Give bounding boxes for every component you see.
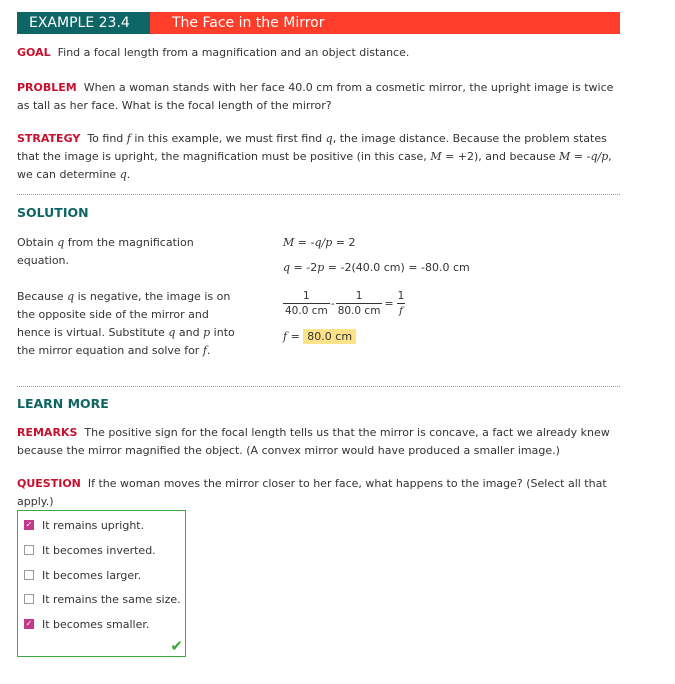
question-text: If the woman moves the mirror closer to her face, what happens to the image? (Select all that apply.)	[17, 477, 607, 508]
checkbox-icon[interactable]	[24, 570, 34, 580]
option-label: It becomes smaller.	[42, 617, 150, 631]
option-item[interactable]	[24, 591, 181, 607]
example-header	[17, 12, 620, 34]
answer-options-box	[17, 510, 186, 657]
learn-more-heading: LEARN MORE	[17, 396, 109, 411]
operator-minus: -	[330, 297, 335, 310]
option-label: It becomes larger.	[42, 568, 142, 582]
question-label: QUESTION	[17, 477, 81, 490]
magnification-equation: M = -q/p = 2	[283, 236, 356, 249]
correct-check-icon: ✔	[170, 637, 183, 655]
goal-label: GOAL	[17, 46, 51, 59]
checkbox-checked-icon[interactable]: ✓	[25, 520, 33, 529]
focal-length-result: f = 80.0 cm	[283, 328, 356, 346]
strategy-label: STRATEGY	[17, 132, 81, 145]
checkbox-checked-icon[interactable]: ✓	[25, 619, 33, 628]
operator-equals: =	[384, 297, 394, 310]
strategy-text: To find f in this example, we must first find q, the image distance. Because the problem states that the image is upright, the magnification must be positive (in this case, M = +2), and because M = -q/p, we can determine q.	[17, 132, 612, 181]
goal-section	[17, 44, 617, 62]
problem-section	[17, 79, 617, 115]
option-item[interactable]	[24, 616, 149, 632]
goal-text: Find a focal length from a magnification and an object distance.	[57, 46, 410, 59]
fraction-object: $\frac{1}{40.0 cm}$	[285, 290, 328, 317]
strategy-section	[17, 130, 617, 184]
solution-step1-text: Obtain q from the magnification equation.	[17, 236, 194, 267]
solution-step2-text: Because q is negative, the image is on the opposite side of the mirror and hence is virtual. Substitute q and p into the mirror equation and solve for f.	[17, 290, 235, 357]
answer-highlight: 80.0 cm	[303, 329, 356, 344]
option-item[interactable]	[24, 567, 141, 583]
fraction-image: $\frac{1}{80.0 cm}$	[337, 290, 381, 317]
mirror-equation	[283, 290, 406, 318]
problem-label: PROBLEM	[17, 81, 77, 94]
divider	[17, 194, 620, 195]
option-label: It remains upright.	[42, 518, 145, 532]
checkbox-icon[interactable]	[24, 594, 34, 604]
problem-text: When a woman stands with her face 40.0 cm from a cosmetic mirror, the upright image is twice as tall as her face. What is the focal length of the mirror?	[17, 81, 614, 112]
example-number: EXAMPLE 23.4	[17, 12, 150, 34]
remarks-section	[17, 424, 617, 460]
remarks-text: The positive sign for the focal length tells us that the mirror is concave, a fact we already knew because the mirror magnified the object. (A convex mirror would have produced a smaller image.)	[17, 426, 610, 457]
option-item[interactable]	[24, 517, 144, 533]
solution-heading: SOLUTION	[17, 205, 89, 220]
option-item[interactable]	[24, 542, 156, 558]
option-label: It remains the same size.	[42, 592, 181, 606]
option-label: It becomes inverted.	[42, 543, 156, 557]
example-title: The Face in the Mirror	[150, 12, 620, 34]
checkbox-icon[interactable]	[24, 545, 34, 555]
remarks-label: REMARKS	[17, 426, 78, 439]
image-distance-equation: q = -2p = -2(40.0 cm) = -80.0 cm	[283, 261, 470, 274]
question-section	[17, 475, 617, 511]
fraction-focal: $\frac{1}{f}$	[397, 290, 405, 317]
divider	[17, 386, 620, 387]
